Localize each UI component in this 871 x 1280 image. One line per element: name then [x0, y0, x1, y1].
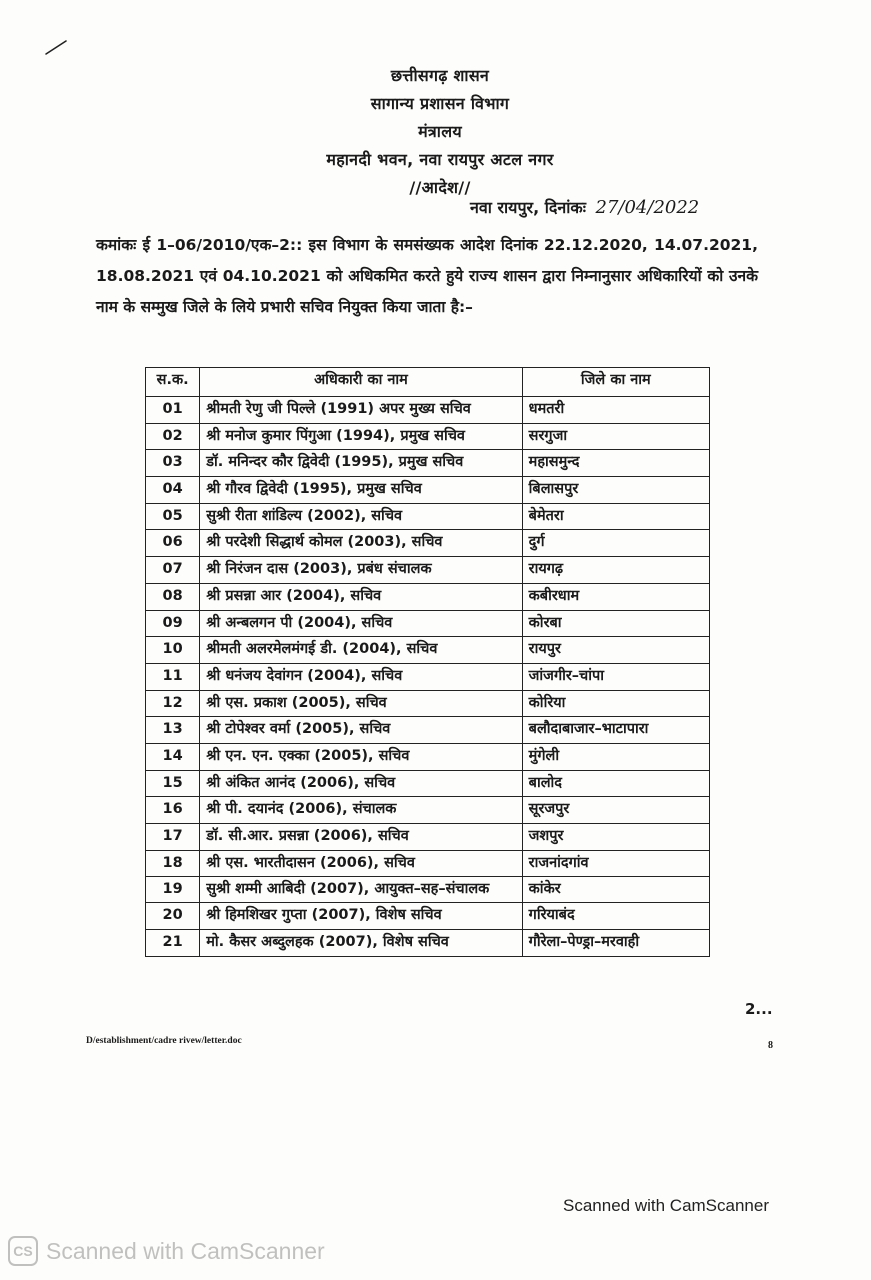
officer-name: श्री अन्बलगन पी (2004), सचिव	[200, 610, 522, 637]
table-row	[146, 503, 710, 530]
table-row	[146, 557, 710, 584]
table-row	[146, 690, 710, 717]
serial-number: 20	[146, 903, 200, 930]
table-row	[146, 663, 710, 690]
district-name: धमतरी	[522, 397, 709, 424]
order-paragraph: कमांकः ई 1–06/2010/एक–2:: इस विभाग के समसंख्यक आदेश दिनांक 22.12.2020, 14.07.2021, 18.08.2021 एवं 04.10.2021 को अधिकमित करते हुये राज्य शासन द्वारा निम्नानुसार अधिकारियों को उनके नाम के सम्मुख जिले के लिये प्रभारी सचिव नियुक्त किया जाता है:–	[96, 236, 758, 316]
continued-page-marker: 2...	[745, 1000, 773, 1018]
serial-number: 13	[146, 717, 200, 744]
serial-number: 01	[146, 397, 200, 424]
department-name: सागान्य प्रशासन विभाग	[370, 94, 510, 113]
ministry-name: मंत्रालय	[418, 122, 462, 141]
district-name: महासमुन्द	[522, 450, 709, 477]
officer-name-header: अधिकारी का नाम	[200, 368, 522, 397]
district-name: कोरबा	[522, 610, 709, 637]
officer-name: श्रीमती रेणु जी पिल्ले (1991) अपर मुख्य सचिव	[200, 397, 522, 424]
serial-number: 04	[146, 477, 200, 504]
serial-number: 19	[146, 877, 200, 903]
table-row	[146, 903, 710, 930]
table-row	[146, 850, 710, 877]
serial-number: 08	[146, 583, 200, 610]
officer-name: श्री प्रसन्ना आर (2004), सचिव	[200, 583, 522, 610]
serial-number: 11	[146, 663, 200, 690]
district-name: रायपुर	[522, 637, 709, 664]
officer-name: श्री पी. दयानंद (2006), संचालक	[200, 797, 522, 824]
officer-name: मो. कैसर अब्दुलहक (2007), विशेष सचिव	[200, 930, 522, 957]
table-row	[146, 770, 710, 797]
district-name: गरियाबंद	[522, 903, 709, 930]
table-row	[146, 477, 710, 504]
district-name: दुर्ग	[522, 530, 709, 557]
handwritten-date: 27/04/2022	[595, 197, 700, 218]
page-number: 8	[768, 1040, 773, 1051]
serial-number: 16	[146, 797, 200, 824]
district-name: रायगढ़	[522, 557, 709, 584]
district-name: बिलासपुर	[522, 477, 709, 504]
serial-number: 10	[146, 637, 200, 664]
officer-name: श्री हिमशिखर गुप्ता (2007), विशेष सचिव	[200, 903, 522, 930]
officer-name: श्री परदेशी सिद्धार्थ कोमल (2003), सचिव	[200, 530, 522, 557]
officer-name: डॉ. सी.आर. प्रसन्ना (2006), सचिव	[200, 824, 522, 851]
officers-table	[145, 367, 710, 957]
serial-number: 14	[146, 743, 200, 770]
table-row	[146, 717, 710, 744]
district-name: सरगुजा	[522, 423, 709, 450]
officer-name: श्री एन. एन. एक्का (2005), सचिव	[200, 743, 522, 770]
table-row	[146, 530, 710, 557]
table-row	[146, 610, 710, 637]
officer-name: श्री एस. भारतीदासन (2006), सचिव	[200, 850, 522, 877]
officer-name: डॉ. मनिन्दर कौर द्विवेदी (1995), प्रमुख सचिव	[200, 450, 522, 477]
officer-name: सुश्री शम्मी आबिदी (2007), आयुक्त–सह–संचालक	[200, 877, 522, 903]
district-name: कबीरधाम	[522, 583, 709, 610]
serial-number: 12	[146, 690, 200, 717]
district-name: कांकेर	[522, 877, 709, 903]
pen-mark-icon	[44, 38, 68, 56]
officer-name: श्री निरंजन दास (2003), प्रबंध संचालक	[200, 557, 522, 584]
district-name: कोरिया	[522, 690, 709, 717]
camscanner-watermark	[8, 1236, 325, 1266]
officer-name: श्री मनोज कुमार पिंगुआ (1994), प्रमुख सचिव	[200, 423, 522, 450]
table-row	[146, 637, 710, 664]
letterhead	[200, 62, 680, 202]
district-name: बेमेतरा	[522, 503, 709, 530]
table-row	[146, 797, 710, 824]
serial-header: स.क.	[146, 368, 200, 397]
officer-name: श्री एस. प्रकाश (2005), सचिव	[200, 690, 522, 717]
serial-number: 21	[146, 930, 200, 957]
table-row	[146, 583, 710, 610]
serial-number: 09	[146, 610, 200, 637]
officer-name: श्री धनंजय देवांगन (2004), सचिव	[200, 663, 522, 690]
serial-number: 05	[146, 503, 200, 530]
officer-name: श्री अंकित आनंद (2006), सचिव	[200, 770, 522, 797]
government-name: छत्तीसगढ़ शासन	[390, 66, 490, 85]
district-name: जशपुर	[522, 824, 709, 851]
serial-number: 15	[146, 770, 200, 797]
office-address: महानदी भवन, नवा रायपुर अटल नगर	[326, 150, 554, 169]
serial-number: 07	[146, 557, 200, 584]
camscanner-logo-icon: CS	[8, 1236, 38, 1266]
officer-name: श्री गौरव द्विवेदी (1995), प्रमुख सचिव	[200, 477, 522, 504]
table-row	[146, 397, 710, 424]
district-name: सूरजपुर	[522, 797, 709, 824]
district-header: जिले का नाम	[522, 368, 709, 397]
table-row	[146, 423, 710, 450]
district-name: गौरेला–पेण्ड्रा–मरवाही	[522, 930, 709, 957]
serial-number: 03	[146, 450, 200, 477]
order-heading: //आदेश//	[409, 178, 471, 197]
officer-name: श्रीमती अलरमेलमंगई डी. (2004), सचिव	[200, 637, 522, 664]
officer-name: सुश्री रीता शांडिल्य (2002), सचिव	[200, 503, 522, 530]
officer-name: श्री टोपेश्वर वर्मा (2005), सचिव	[200, 717, 522, 744]
table-row	[146, 877, 710, 903]
serial-number: 18	[146, 850, 200, 877]
district-name: बालोद	[522, 770, 709, 797]
table-row	[146, 824, 710, 851]
date-line	[470, 196, 699, 218]
table-row	[146, 743, 710, 770]
file-path: D/establishment/cadre rivew/letter.doc	[86, 1036, 242, 1046]
district-name: राजनांदगांव	[522, 850, 709, 877]
table-row	[146, 450, 710, 477]
district-name: जांजगीर–चांपा	[522, 663, 709, 690]
table-header-row	[146, 368, 710, 397]
table-row	[146, 930, 710, 957]
serial-number: 06	[146, 530, 200, 557]
serial-number: 02	[146, 423, 200, 450]
district-name: बलौदाबाजार–भाटापारा	[522, 717, 709, 744]
district-name: मुंगेली	[522, 743, 709, 770]
serial-number: 17	[146, 824, 200, 851]
scanner-footer: Scanned with CamScanner	[563, 1196, 770, 1215]
date-label: नवा रायपुर, दिनांकः	[470, 198, 586, 217]
watermark-text: Scanned with CamScanner	[46, 1237, 325, 1264]
